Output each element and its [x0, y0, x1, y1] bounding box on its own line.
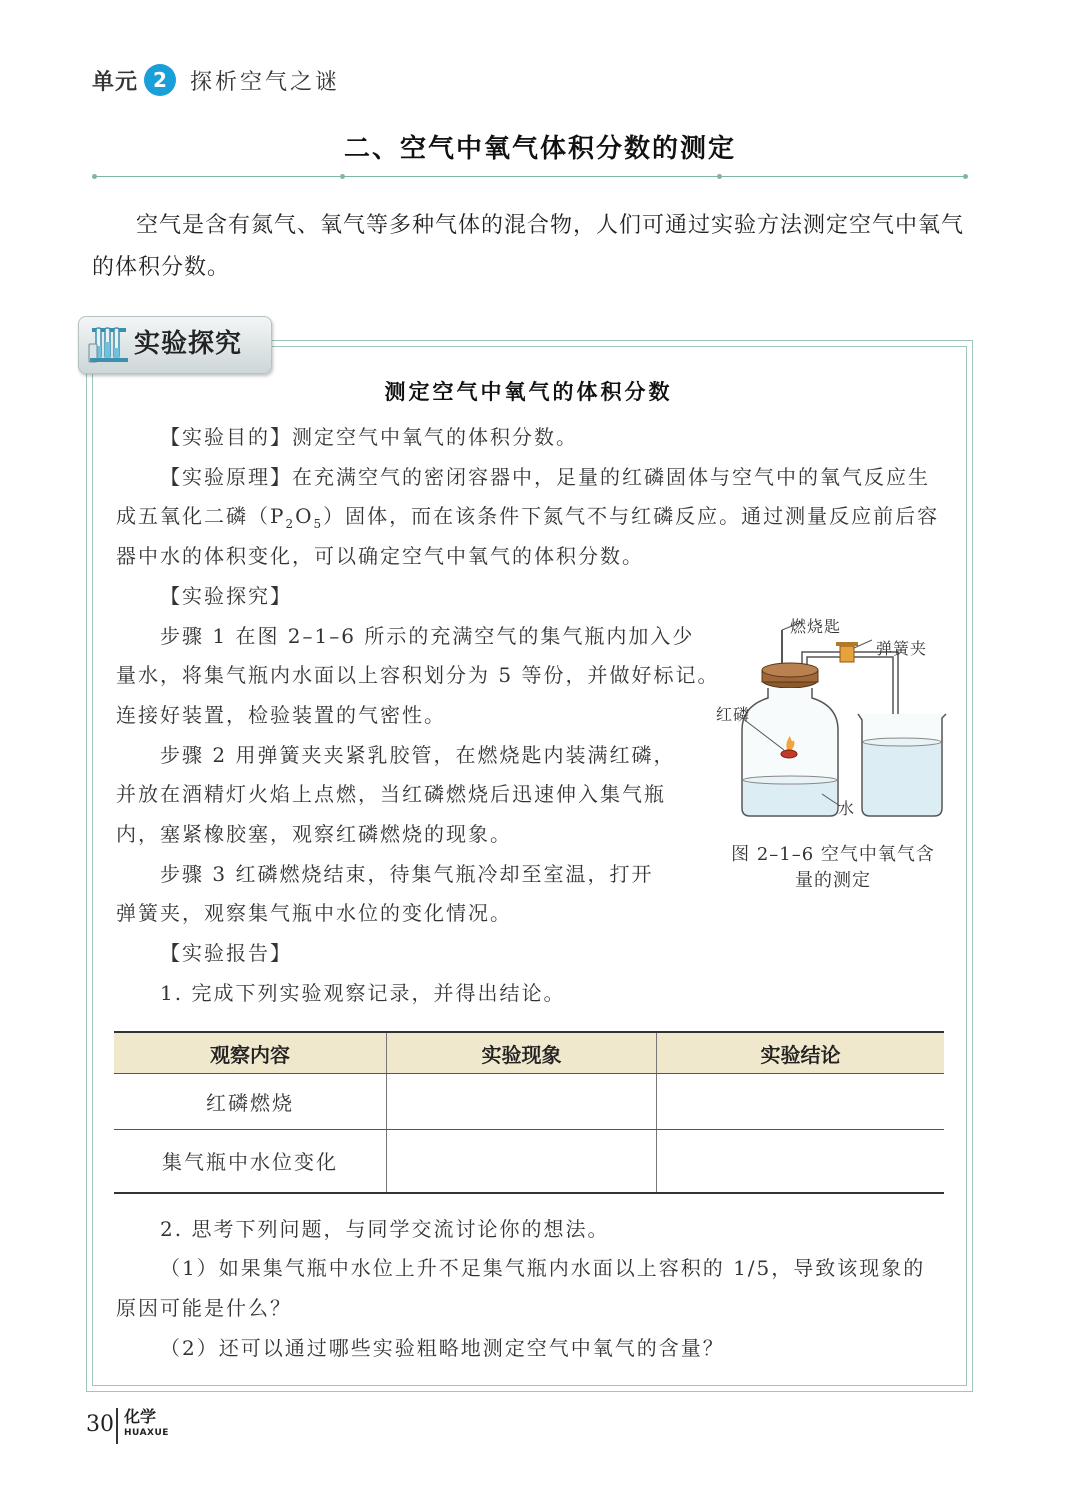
label-red-phosphorus: 红磷 [716, 705, 751, 724]
experiment-title: 测定空气中氧气的体积分数 [384, 379, 673, 404]
section-divider [92, 175, 968, 178]
observation-table [114, 1031, 944, 1194]
step1-line-3: 连接好装置，检验装置的气密性。 [116, 703, 446, 727]
footer-subject-pinyin: HUAXUE [124, 1428, 169, 1438]
page-number: 30 [86, 1412, 114, 1437]
principle-line-3: 器中水的体积变化，可以确定空气中氧气的体积分数。 [116, 544, 644, 568]
report-question-1: 1. 完成下列实验观察记录，并得出结论。 [160, 981, 566, 1005]
figure-caption: 图 2–1–6 空气中氧气含 量的测定 [731, 844, 935, 891]
explore-heading: 【实验探究】 [160, 584, 292, 608]
principle-line-2: 成五氧化二磷$(P_2O_5)$固体，而在该条件下氮气不与红磷反应。通过测量反应前后容 [116, 504, 940, 531]
label-water: 水 [838, 799, 856, 818]
footer-subject: 化学 [124, 1407, 157, 1426]
step3-line-2: 弹簧夹，观察集气瓶中水位的变化情况。 [116, 901, 512, 925]
table-cell-blank[interactable] [387, 1074, 657, 1130]
step2-line-1: 步骤 2 用弹簧夹夹紧乳胶管，在燃烧匙内装满红磷， [160, 743, 676, 767]
table-header-row [114, 1032, 944, 1074]
principle-line-1: 【实验原理】在充满空气的密闭容器中，足量的红磷固体与空气中的氧气反应生 [160, 465, 930, 489]
report-heading: 【实验报告】 [160, 941, 292, 965]
table-cell: 集气瓶中水位变化 [114, 1130, 387, 1193]
table-cell-blank[interactable] [657, 1074, 945, 1130]
table-row [114, 1074, 944, 1130]
unit-header [92, 62, 340, 98]
question-2-1-line-1: （1）如果集气瓶中水位上升不足集气瓶内水面以上容积的 1/5，导致该现象的 [160, 1256, 926, 1280]
footer-divider [116, 1408, 118, 1444]
purpose-text: 【实验目的】测定空气中氧气的体积分数。 [160, 425, 578, 449]
question-2-2: （2）还可以通过哪些实验粗略地测定空气中氧气的含量？ [160, 1336, 725, 1360]
table-row [114, 1130, 944, 1193]
label-spring-clamp: 弹簧夹 [876, 639, 928, 658]
unit-title: 探析空气之谜 [190, 69, 341, 95]
table-header-cell: 实验现象 [387, 1032, 657, 1074]
table-header-cell: 实验结论 [657, 1032, 945, 1074]
table-header-cell: 观察内容 [114, 1032, 387, 1074]
step1-line-1: 步骤 1 在图 2–1–6 所示的充满空气的集气瓶内加入少 [160, 624, 695, 648]
experiment-badge-label: 实验探究 [134, 329, 243, 359]
table-cell-blank[interactable] [387, 1130, 657, 1193]
table-cell: 红磷燃烧 [114, 1074, 387, 1130]
unit-label: 单元 [92, 69, 139, 95]
step1-line-2: 量水，将集气瓶内水面以上容积划分为 5 等份，并做好标记。 [116, 663, 720, 687]
intro-paragraph: 空气是含有氮气、氧气等多种气体的混合物，人们可通过实验方法测定空气中氧气的体积分数。 [92, 213, 965, 280]
report-question-2: 2. 思考下列问题，与同学交流讨论你的想法。 [160, 1217, 610, 1241]
table-cell-blank[interactable] [657, 1130, 945, 1193]
section-title: 二、空气中氧气体积分数的测定 [343, 134, 736, 164]
label-combustion-spoon: 燃烧匙 [790, 617, 842, 636]
step3-line-1: 步骤 3 红磷燃烧结束，待集气瓶冷却至室温，打开 [160, 862, 654, 886]
step2-line-3: 内，塞紧橡胶塞，观察红磷燃烧的现象。 [116, 822, 512, 846]
step2-line-2: 并放在酒精灯火焰上点燃，当红磷燃烧后迅速伸入集气瓶 [116, 782, 666, 806]
test-tube-rack-icon [86, 322, 130, 366]
unit-number-badge: 2 [144, 64, 176, 96]
question-2-1-line-2: 原因可能是什么？ [116, 1296, 292, 1320]
